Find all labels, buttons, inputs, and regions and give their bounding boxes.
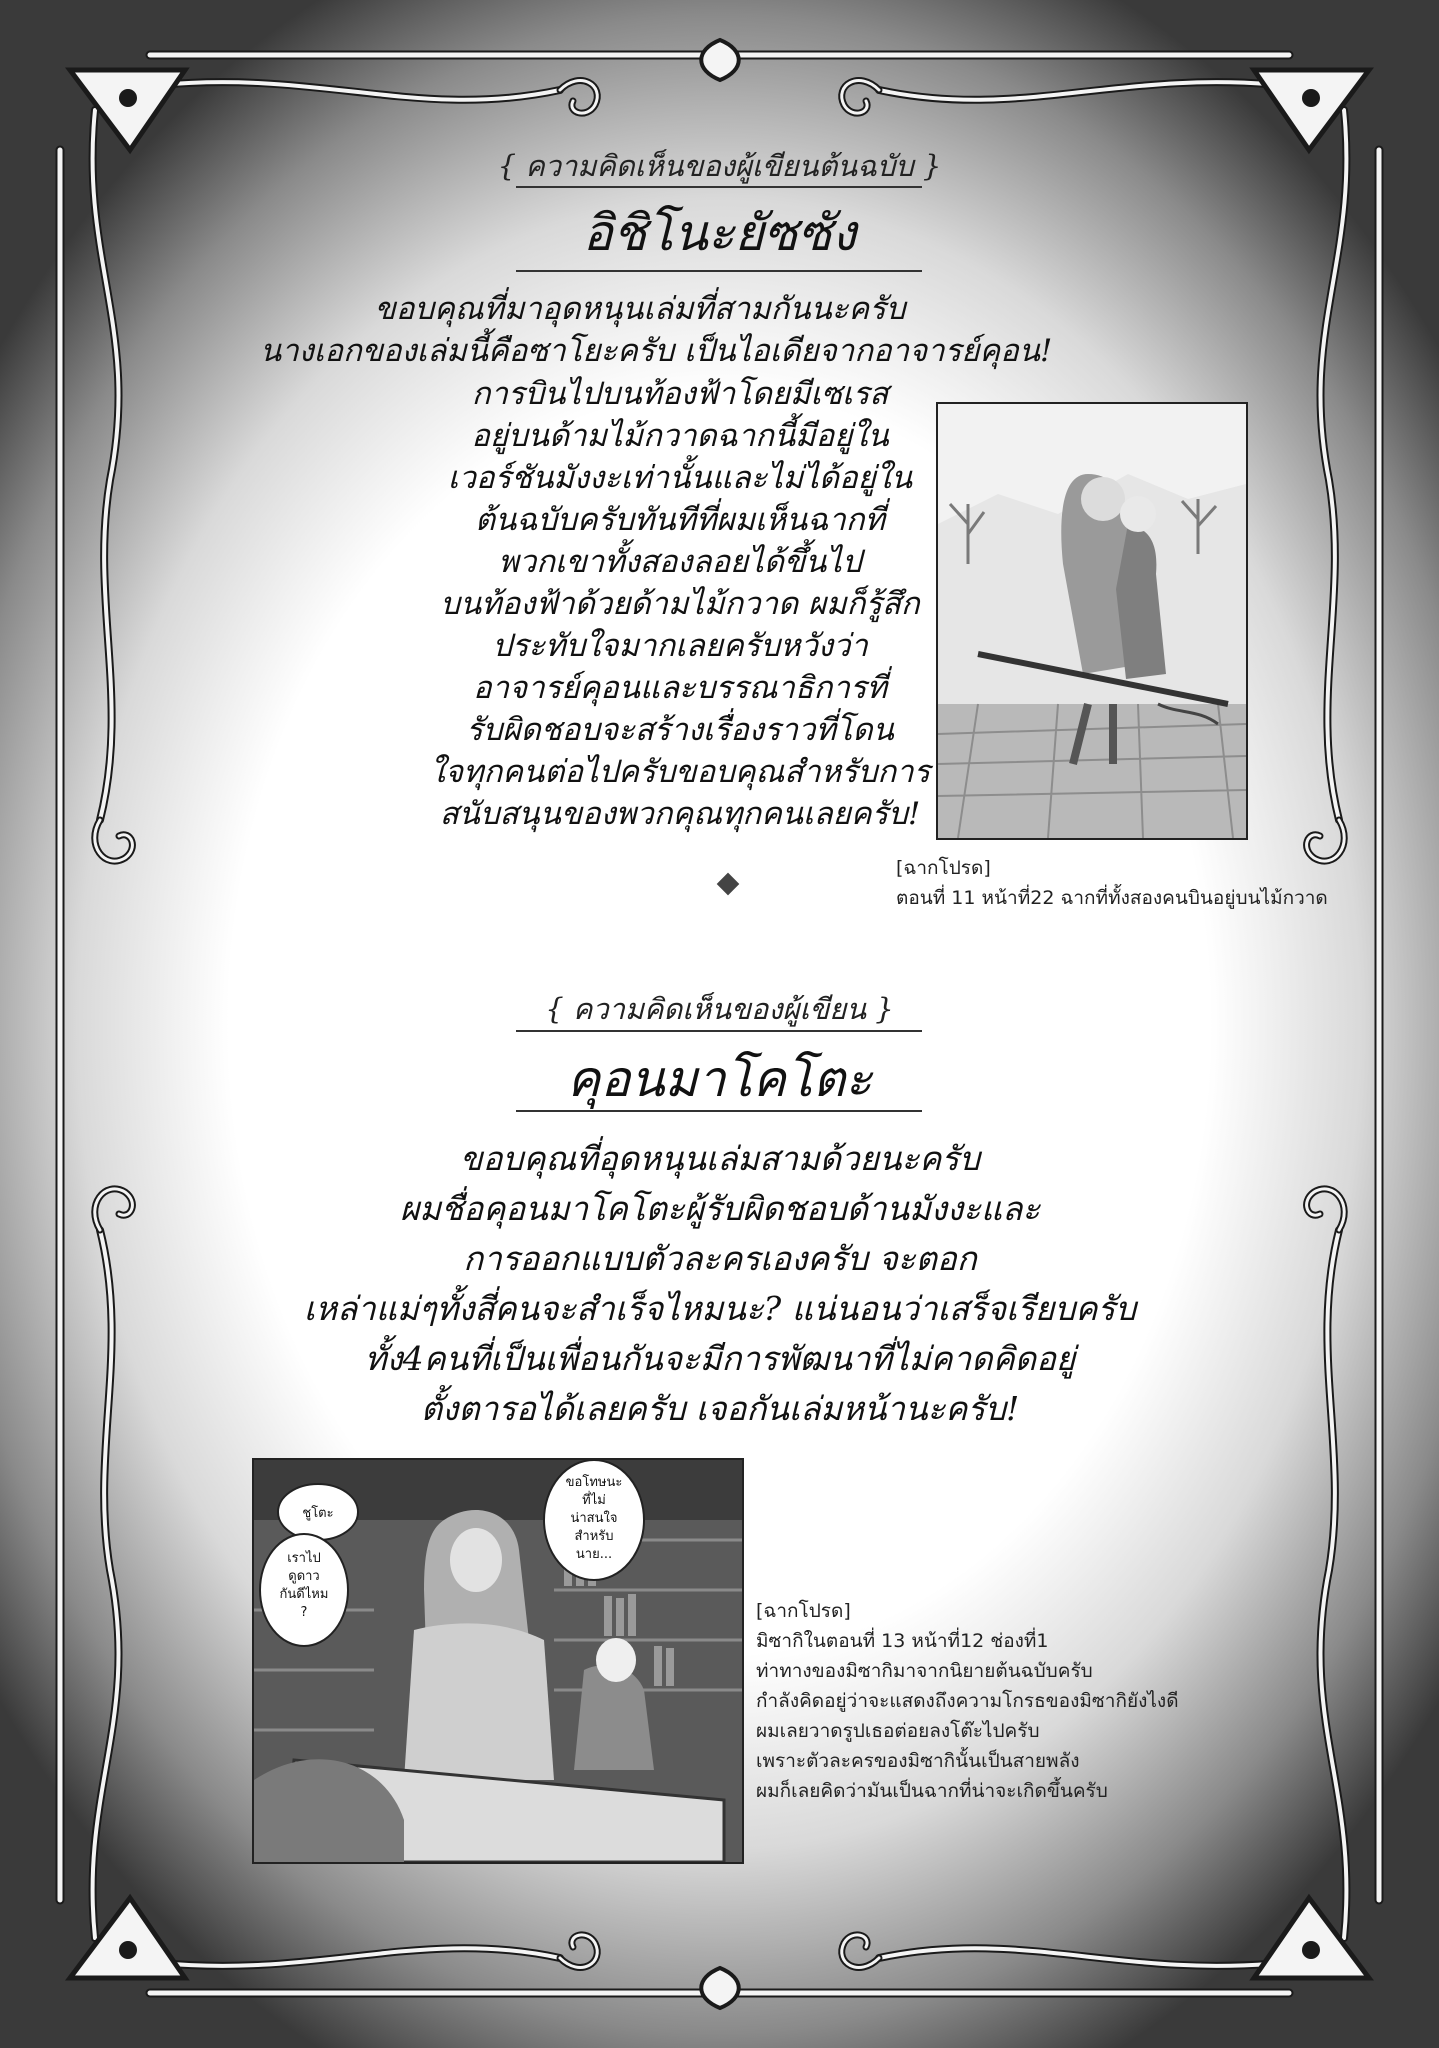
section2-paragraph <box>200 1134 1240 1434</box>
section2-line-6: ตั้งตารอได้เลยครับ เจอกันเล่มหน้านะครับ! <box>420 1389 1020 1428</box>
section2-line-4: เหล่าแม่ๆทั้งสี่คนจะสำเร็จไหมนะ? แน่นอนว่าเสร็จเรียบครับ <box>303 1289 1137 1328</box>
section1-line-8: บนท้องฟ้าด้วยด้ามไม้กวาด ผมก็รู้สึก <box>440 586 920 622</box>
section1-line-10: อาจารย์คุอนและบรรณาธิการที่ <box>473 670 887 706</box>
bubble-2-line-4: ? <box>300 1605 308 1620</box>
section1-rule-bottom <box>516 270 922 272</box>
bubble-3-line-2: ที่ไม่ <box>582 1493 606 1508</box>
bubble-3-line-4: สำหรับ <box>574 1529 614 1544</box>
library-scene-illustration <box>254 1460 742 1862</box>
section1-label-text: ความคิดเห็นของผู้เขียนต้นฉบับ <box>525 149 914 183</box>
section1-line-12: ใจทุกคนต่อไปครับขอบคุณสำหรับการ <box>429 754 931 790</box>
section1-label <box>0 143 1439 189</box>
section1-line-3: การบินไปบนท้องฟ้าโดยมีเซเรส <box>471 376 889 412</box>
bubble-3-line-3: น่าสนใจ <box>570 1511 618 1526</box>
bubble-3-line-5: นาย... <box>575 1547 613 1562</box>
section2-label-text: ความคิดเห็นของผู้เขียน <box>572 992 867 1026</box>
section2-line-3: การออกแบบตัวละครเองครับ จะตอก <box>463 1239 977 1278</box>
section2-caption <box>756 1596 1179 1806</box>
section1-line-9: ประทับใจมากเลยครับหวังว่า <box>492 628 868 664</box>
section2-line-5: ทั้ง4คนที่เป็นเพื่อนกันจะมีการพัฒนาที่ไม่คาดคิดอยู่ <box>364 1339 1076 1378</box>
section1-caption-detail: ตอนที่ 11 หน้าที่22 ฉากที่ทั้งสองคนบินอยู่บนไม้กวาด <box>896 887 1328 909</box>
section1-line-2: นางเอกของเล่มนี้คือซาโยะครับ เป็นไอเดียจากอาจารย์คุอน! <box>260 333 1053 369</box>
divider-diamond <box>717 873 740 896</box>
section2-line-2: ผมชื่อคุอนมาโคโตะผู้รับผิดชอบด้านมังงะและ <box>399 1189 1041 1228</box>
section2-rule-bottom <box>516 1110 922 1112</box>
left-brace-ornament: { <box>545 992 573 1026</box>
section2-label <box>0 986 1439 1032</box>
left-brace-ornament: { <box>497 149 526 183</box>
section2-caption-line-3: กำลังคิดอยู่ว่าจะแสดงถึงความโกรธของมิซากิยังไงดี <box>756 1690 1179 1712</box>
section1-line-11: รับผิดชอบจะสร้างเรื่องราวที่โดน <box>466 712 894 748</box>
bubble-2-line-2: ดูดาว <box>288 1569 320 1584</box>
section2-caption-line-6: ผมก็เลยคิดว่ามันเป็นฉากที่น่าจะเกิดขึ้นครับ <box>756 1780 1108 1802</box>
section1-line-13: สนับสนุนของพวกคุณทุกคนเลยครับ! <box>439 796 921 832</box>
section1-line-6: ต้นฉบับครับทันทีที่ผมเห็นฉากที่ <box>475 502 885 538</box>
section1-caption-title: [ฉากโปรด] <box>896 857 991 879</box>
bubble-2-line-3: กันดีไหม <box>279 1587 329 1602</box>
section1-line-4: อยู่บนด้ามไม้กวาดฉากนี้มีอยู่ใน <box>471 418 889 454</box>
section2-caption-title: [ฉากโปรด] <box>756 1600 851 1622</box>
broom-flight-illustration <box>938 404 1246 838</box>
bubble-1-text: ชูโตะ <box>302 1506 334 1521</box>
section1-rule-top <box>516 186 922 188</box>
section2-caption-line-4: ผมเลยวาดรูปเธอต่อยลงโต๊ะไปครับ <box>756 1720 1040 1742</box>
bubble-2-line-1: เราไป <box>287 1551 321 1566</box>
bubble-3-line-1: ขอโทษนะ <box>565 1475 623 1490</box>
section2-rule-top <box>516 1030 922 1032</box>
section1-author-name: อิชิโนะยัซซัง <box>582 204 857 262</box>
right-brace-ornament: } <box>866 992 894 1026</box>
section2-caption-line-5: เพราะตัวละครของมิซากินั้นเป็นสายพลัง <box>756 1750 1080 1772</box>
section2-author-name: คุอนมาโคโตะ <box>566 1050 873 1108</box>
section1-line-7: พวกเขาทั้งสองลอยได้ขึ้นไป <box>498 544 862 580</box>
section1-column-lines <box>420 373 940 835</box>
section1-line-5: เวอร์ชันมังงะเท่านั้นและไม่ได้อยู่ใน <box>447 460 913 496</box>
section1-manga-panel <box>936 402 1248 840</box>
section2-caption-line-2: ท่าทางของมิซากิมาจากนิยายต้นฉบับครับ <box>756 1660 1093 1682</box>
section1-caption <box>896 853 1328 913</box>
right-brace-ornament: } <box>913 149 942 183</box>
section1-line-1: ขอบคุณที่มาอุดหนุนเล่มที่สามกันนะครับ <box>374 291 906 327</box>
section2-manga-panel <box>252 1458 744 1864</box>
section1-intro-lines <box>260 288 1053 372</box>
section2-line-1: ขอบคุณที่อุดหนุนเล่มสามด้วยนะครับ <box>460 1139 980 1178</box>
section2-caption-line-1: มิซากิในตอนที่ 13 หน้าที่12 ช่องที่1 <box>756 1630 1049 1652</box>
